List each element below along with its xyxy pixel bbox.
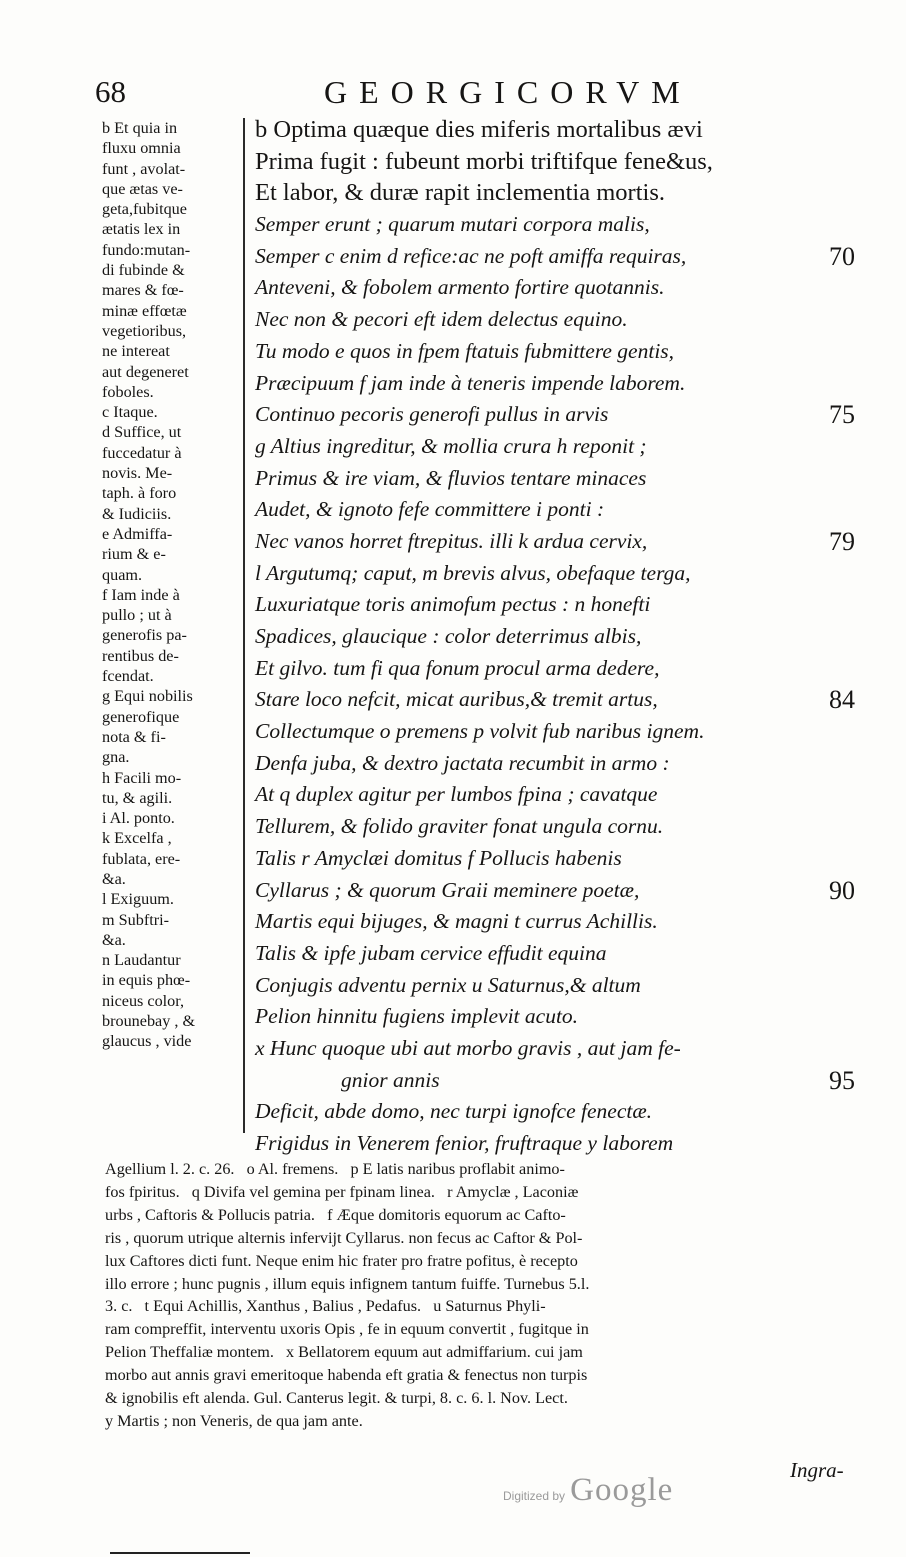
poem-verses bbox=[255, 114, 875, 1160]
column-divider bbox=[243, 118, 245, 1133]
verse-line bbox=[255, 843, 875, 875]
margin-note-line: quam. bbox=[102, 565, 143, 584]
running-header bbox=[0, 72, 906, 112]
verse-text: Prima fugit : fubeunt morbi triftifque fene&us, bbox=[255, 147, 713, 175]
bottom-rule bbox=[110, 1552, 250, 1554]
margin-glosses bbox=[102, 118, 240, 1052]
margin-note-line: b Et quia in bbox=[102, 119, 178, 137]
watermark-prefix: Digitized by bbox=[503, 1489, 566, 1503]
verse-line bbox=[255, 1001, 875, 1033]
verse-text: Et labor, & duræ rapit inclementia mortis. bbox=[255, 179, 665, 207]
verse-text: Collectumque o premens p volvit fub naribus ignem. bbox=[255, 719, 705, 744]
margin-note-line: foboles. bbox=[102, 382, 154, 401]
margin-note-line: c Itaque. bbox=[102, 403, 158, 422]
margin-note-line: nota & fi- bbox=[102, 727, 166, 746]
line-number: 84 bbox=[829, 685, 855, 715]
verse-line bbox=[255, 368, 875, 400]
margin-note-line: rium & e- bbox=[102, 545, 166, 564]
verse-text: x Hunc quoque ubi aut morbo gravis , aut jam fe- bbox=[255, 1035, 681, 1060]
margin-note-line: m Subftri- bbox=[102, 910, 169, 929]
margin-note-line: fcendat. bbox=[102, 667, 154, 686]
footnote-line: y Martis ; non Veneris, de qua jam ante. bbox=[105, 1411, 363, 1430]
margin-note-line: vegetioribus, bbox=[102, 321, 187, 340]
verse-line bbox=[255, 748, 875, 780]
footnote-line: 3. c. t Equi Achillis, Xanthus , Balius , Pedafus. u Saturnus Phyli- bbox=[105, 1297, 546, 1316]
verse-text: Nec non & pecori eft idem delectus equino. bbox=[255, 307, 628, 332]
line-number: 75 bbox=[829, 400, 855, 430]
margin-note-line: brounebay , & bbox=[102, 1012, 196, 1031]
verse-text: gnior annis bbox=[255, 1067, 440, 1092]
footnote-line: Pelion Theffaliæ montem. x Bellatorem equum aut admiffarium. cui jam bbox=[105, 1343, 583, 1362]
verse-text: Primus & ire viam, & fluvios tentare minaces bbox=[255, 465, 647, 490]
verse-text: Tellurem, & folido graviter fonat ungula cornu. bbox=[255, 814, 664, 839]
verse-line bbox=[255, 431, 875, 463]
page-number: 68 bbox=[95, 74, 126, 109]
margin-note-line: k Excelfa , bbox=[102, 829, 172, 848]
verse-line bbox=[255, 1128, 875, 1160]
verse-text: At q duplex agitur per lumbos fpina ; cavatque bbox=[255, 782, 658, 807]
margin-note-line: geta,fubitque bbox=[102, 200, 187, 219]
margin-note-line: novis. Me- bbox=[102, 464, 173, 483]
verse-line bbox=[255, 336, 875, 368]
verse-text: Semper erunt ; quarum mutari corpora malis, bbox=[255, 212, 650, 237]
verse-line bbox=[255, 938, 875, 970]
verse-text: Talis & ipfe jubam cervice effudit equina bbox=[255, 940, 607, 965]
verse-text: Martis equi bijuges, & magni t currus Achillis. bbox=[255, 909, 658, 934]
verse-line bbox=[255, 811, 875, 843]
verse-line bbox=[255, 304, 875, 336]
verse-line bbox=[255, 621, 875, 653]
margin-note-line: funt , avolat- bbox=[102, 159, 186, 178]
margin-note-line: h Facili mo- bbox=[102, 768, 182, 787]
margin-note-line: d Suffice, ut bbox=[102, 423, 182, 442]
verse-line bbox=[255, 589, 875, 621]
margin-note-line: ne intereat bbox=[102, 342, 170, 361]
google-logo: Google bbox=[570, 1472, 674, 1508]
verse-text: Cyllarus ; & quorum Graii meminere poetæ, bbox=[255, 877, 640, 902]
verse-line bbox=[255, 114, 875, 146]
verse-line bbox=[255, 146, 875, 178]
margin-note-line: l Exiguum. bbox=[102, 890, 174, 909]
verse-text: Stare loco nefcit, micat auribus,& tremit artus, bbox=[255, 687, 658, 712]
margin-note-line: in equis phœ- bbox=[102, 971, 191, 990]
verse-text: g Altius ingreditur, & mollia crura h reponit ; bbox=[255, 433, 647, 458]
catchword: Ingra- bbox=[790, 1458, 844, 1482]
page-title: GEORGICORVM bbox=[324, 74, 692, 110]
verse-text: Et gilvo. tum fi qua fonum procul arma dedere, bbox=[255, 655, 660, 680]
verse-line bbox=[255, 1033, 875, 1065]
margin-note-line: &a. bbox=[102, 869, 126, 888]
verse-text: Spadices, glaucique : color deterrimus albis, bbox=[255, 624, 642, 648]
margin-note-line: glaucus , vide bbox=[102, 1032, 192, 1051]
footnotes bbox=[105, 1158, 865, 1433]
footnote-line: morbo aut annis gravi emeritoque habenda eft gratia & fenectus non turpis bbox=[105, 1366, 588, 1385]
verse-text: Deficit, abde domo, nec turpi ignofce fenectæ. bbox=[255, 1099, 653, 1124]
margin-note-line: niceus color, bbox=[102, 991, 185, 1010]
margin-note-line: fundo:mutan- bbox=[102, 240, 191, 259]
verse-line bbox=[255, 463, 875, 495]
margin-note-line: ætatis lex in bbox=[102, 220, 181, 239]
margin-note-line: & Iudiciis. bbox=[102, 504, 172, 523]
margin-note-line: &a. bbox=[102, 930, 126, 949]
line-number: 90 bbox=[829, 875, 855, 905]
verse-line bbox=[255, 779, 875, 811]
verse-line bbox=[255, 272, 875, 304]
verse-text: Nec vanos horret ftrepitus. illi k ardua cervix, bbox=[255, 528, 648, 553]
verse-text: Præcipuum f jam inde à teneris impende laborem. bbox=[255, 370, 686, 395]
margin-note-line: generofis pa- bbox=[102, 626, 187, 645]
verse-text: Continuo pecoris generofi pullus in arvis bbox=[255, 402, 609, 427]
margin-note-line: aut degeneret bbox=[102, 362, 189, 381]
verse-line bbox=[255, 494, 875, 526]
verse-text: Conjugis adventu pernix u Saturnus,& altum bbox=[255, 972, 641, 997]
footnote-line: urbs , Caftoris & Pollucis patria. f Æque domitoris equorum ac Cafto- bbox=[105, 1205, 566, 1224]
verse-text: Luxuriatque toris animofum pectus : n honefti bbox=[255, 592, 651, 617]
margin-note-line: i Al. ponto. bbox=[102, 809, 175, 828]
verse-line bbox=[255, 716, 875, 748]
margin-note-line: pullo ; ut à bbox=[102, 606, 172, 625]
margin-note-line: di fubinde & bbox=[102, 261, 185, 280]
digitized-watermark bbox=[503, 1472, 673, 1509]
footnote-line: & ignobilis eft alenda. Gul. Canterus legit. & turpi, 8. c. 6. l. Nov. Lect. bbox=[105, 1389, 568, 1408]
verse-line bbox=[255, 241, 875, 273]
line-number: 70 bbox=[829, 241, 855, 271]
margin-note-line: tu, & agili. bbox=[102, 788, 173, 807]
verse-line bbox=[255, 558, 875, 590]
verse-text: Pelion hinnitu fugiens implevit acuto. bbox=[255, 1004, 579, 1029]
verse-text: Frigidus in Venerem fenior, fruftraque y laborem bbox=[255, 1131, 674, 1155]
footnote-line: lux Caftores dicti funt. Neque enim hic frater pro fratre pofitus, è recepto bbox=[105, 1251, 578, 1270]
margin-note-line: fublata, ere- bbox=[102, 849, 181, 868]
verse-line bbox=[255, 1096, 875, 1128]
verse-text: Audet, & ignoto fefe committere i ponti : bbox=[255, 497, 605, 522]
margin-note-line: fluxu omnia bbox=[102, 139, 181, 158]
margin-note-line: taph. à foro bbox=[102, 484, 177, 503]
footnote-line: ram compreffit, interventu uxoris Opis , fe in equum convertit , fugitque in bbox=[105, 1320, 589, 1339]
margin-note-line: e Admiffa- bbox=[102, 524, 173, 543]
verse-line bbox=[255, 399, 875, 431]
margin-note-line: mares & fœ- bbox=[102, 281, 184, 300]
verse-line bbox=[255, 1065, 875, 1097]
footnote-line: illo errore ; hunc pugnis , illum equis infignem tantum fuiffe. Turnebus 5.l. bbox=[105, 1274, 590, 1293]
margin-note-line: n Laudantur bbox=[102, 951, 181, 970]
verse-line bbox=[255, 684, 875, 716]
verse-text: l Argutumq; caput, m brevis alvus, obefaque terga, bbox=[255, 560, 691, 585]
margin-note-line: gna. bbox=[102, 748, 130, 767]
margin-note-line: generofique bbox=[102, 707, 180, 726]
footnote-line: ris , quorum utrique alternis infervijt Cyllarus. non fecus ac Caftor & Pol- bbox=[105, 1228, 583, 1247]
verse-text: Tu modo e quos in fpem ftatuis fubmittere gentis, bbox=[255, 338, 675, 363]
verse-line bbox=[255, 209, 875, 241]
margin-note-line: fuccedatur à bbox=[102, 443, 182, 462]
margin-note-line: que ætas ve- bbox=[102, 179, 183, 198]
verse-line bbox=[255, 526, 875, 558]
verse-text: b Optima quæque dies miferis mortalibus ævi bbox=[255, 116, 703, 143]
line-number: 79 bbox=[829, 526, 855, 556]
verse-text: Anteveni, & fobolem armento fortire quotannis. bbox=[255, 275, 665, 300]
margin-note-line: minæ effœtæ bbox=[102, 301, 187, 320]
margin-note-line: f Iam inde à bbox=[102, 585, 180, 604]
verse-text: Semper c enim d refice:ac ne poft amiffa requiras, bbox=[255, 243, 687, 268]
footnote-line: fos fpiritus. q Divifa vel gemina per fpinam linea. r Amyclæ , Laconiæ bbox=[105, 1182, 579, 1201]
footnote-line: Agellium l. 2. c. 26. o Al. fremens. p E latis naribus proflabit animo- bbox=[105, 1160, 565, 1178]
margin-note-line: g Equi nobilis bbox=[102, 687, 193, 706]
verse-line bbox=[255, 177, 875, 209]
verse-text: Denfa juba, & dextro jactata recumbit in armo : bbox=[255, 750, 670, 775]
verse-line bbox=[255, 970, 875, 1002]
verse-line bbox=[255, 875, 875, 907]
verse-text: Talis r Amyclæi domitus f Pollucis habenis bbox=[255, 845, 622, 870]
verse-line bbox=[255, 653, 875, 685]
margin-note-line: rentibus de- bbox=[102, 646, 179, 665]
line-number: 95 bbox=[829, 1065, 855, 1095]
verse-line bbox=[255, 906, 875, 938]
